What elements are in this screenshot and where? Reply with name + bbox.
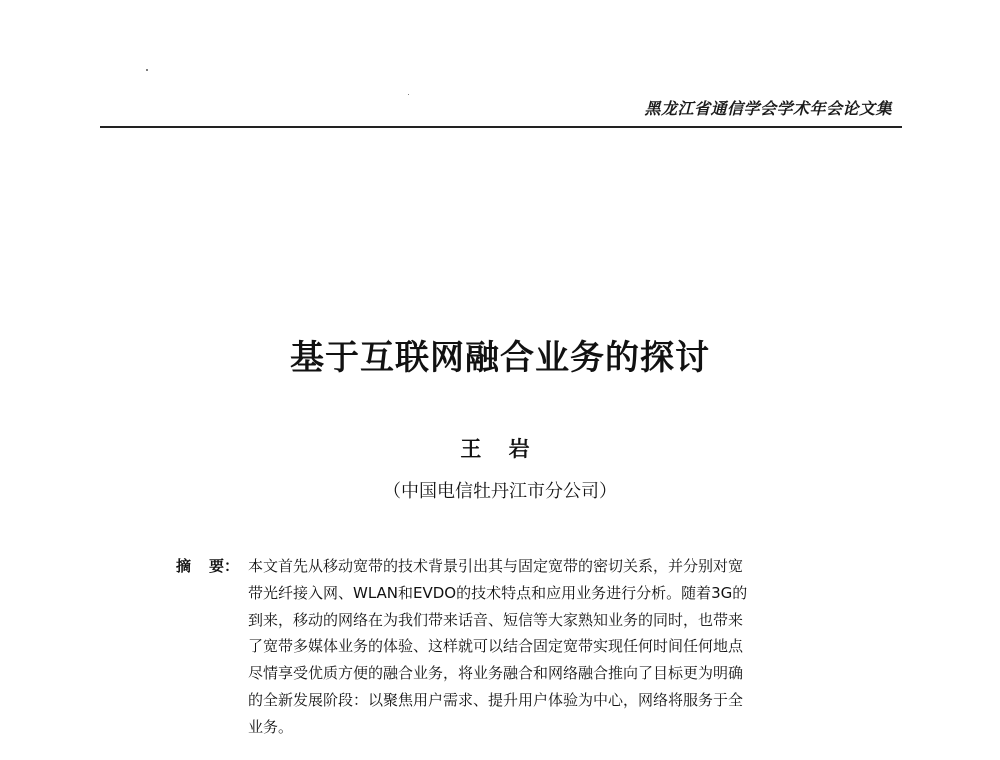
author-name: 王 岩 [460,437,540,461]
paper-title: 基于互联网融合业务的探讨 [290,338,710,378]
scan-speck [146,69,148,71]
abstract-body [248,553,848,741]
abstract-line: 业务。 [248,717,294,736]
abstract-line: 的全新发展阶段：以聚焦用户需求、提升用户体验为中心，网络将服务于全 [248,690,744,709]
running-header: 黑龙江省通信学会学术年会论文集 [644,99,892,118]
scan-speck [408,94,409,95]
author-affiliation: （中国电信牡丹江市分公司） [383,481,617,502]
abstract-label [176,555,239,576]
abstract-line: 到来，移动的网络在为我们带来话音、短信等大家熟知业务的同时，也带来 [248,610,744,629]
header-rule [100,126,902,128]
abstract-line: 带光纤接入网、WLAN和EVDO的技术特点和应用业务进行分析。随着3G的 [248,583,748,602]
abstract-line: 了宽带多媒体业务的体验、这样就可以结合固定宽带实现任何时间任何地点 [248,637,744,656]
abstract-label-second: 要： [209,557,240,575]
abstract-label-first: 摘 [176,557,192,575]
abstract-line: 尽情享受优质方便的融合业务，将业务融合和网络融合推向了目标更为明确 [248,664,744,683]
abstract-line: 本文首先从移动宽带的技术背景引出其与固定宽带的密切关系，并分别对宽 [248,557,744,575]
